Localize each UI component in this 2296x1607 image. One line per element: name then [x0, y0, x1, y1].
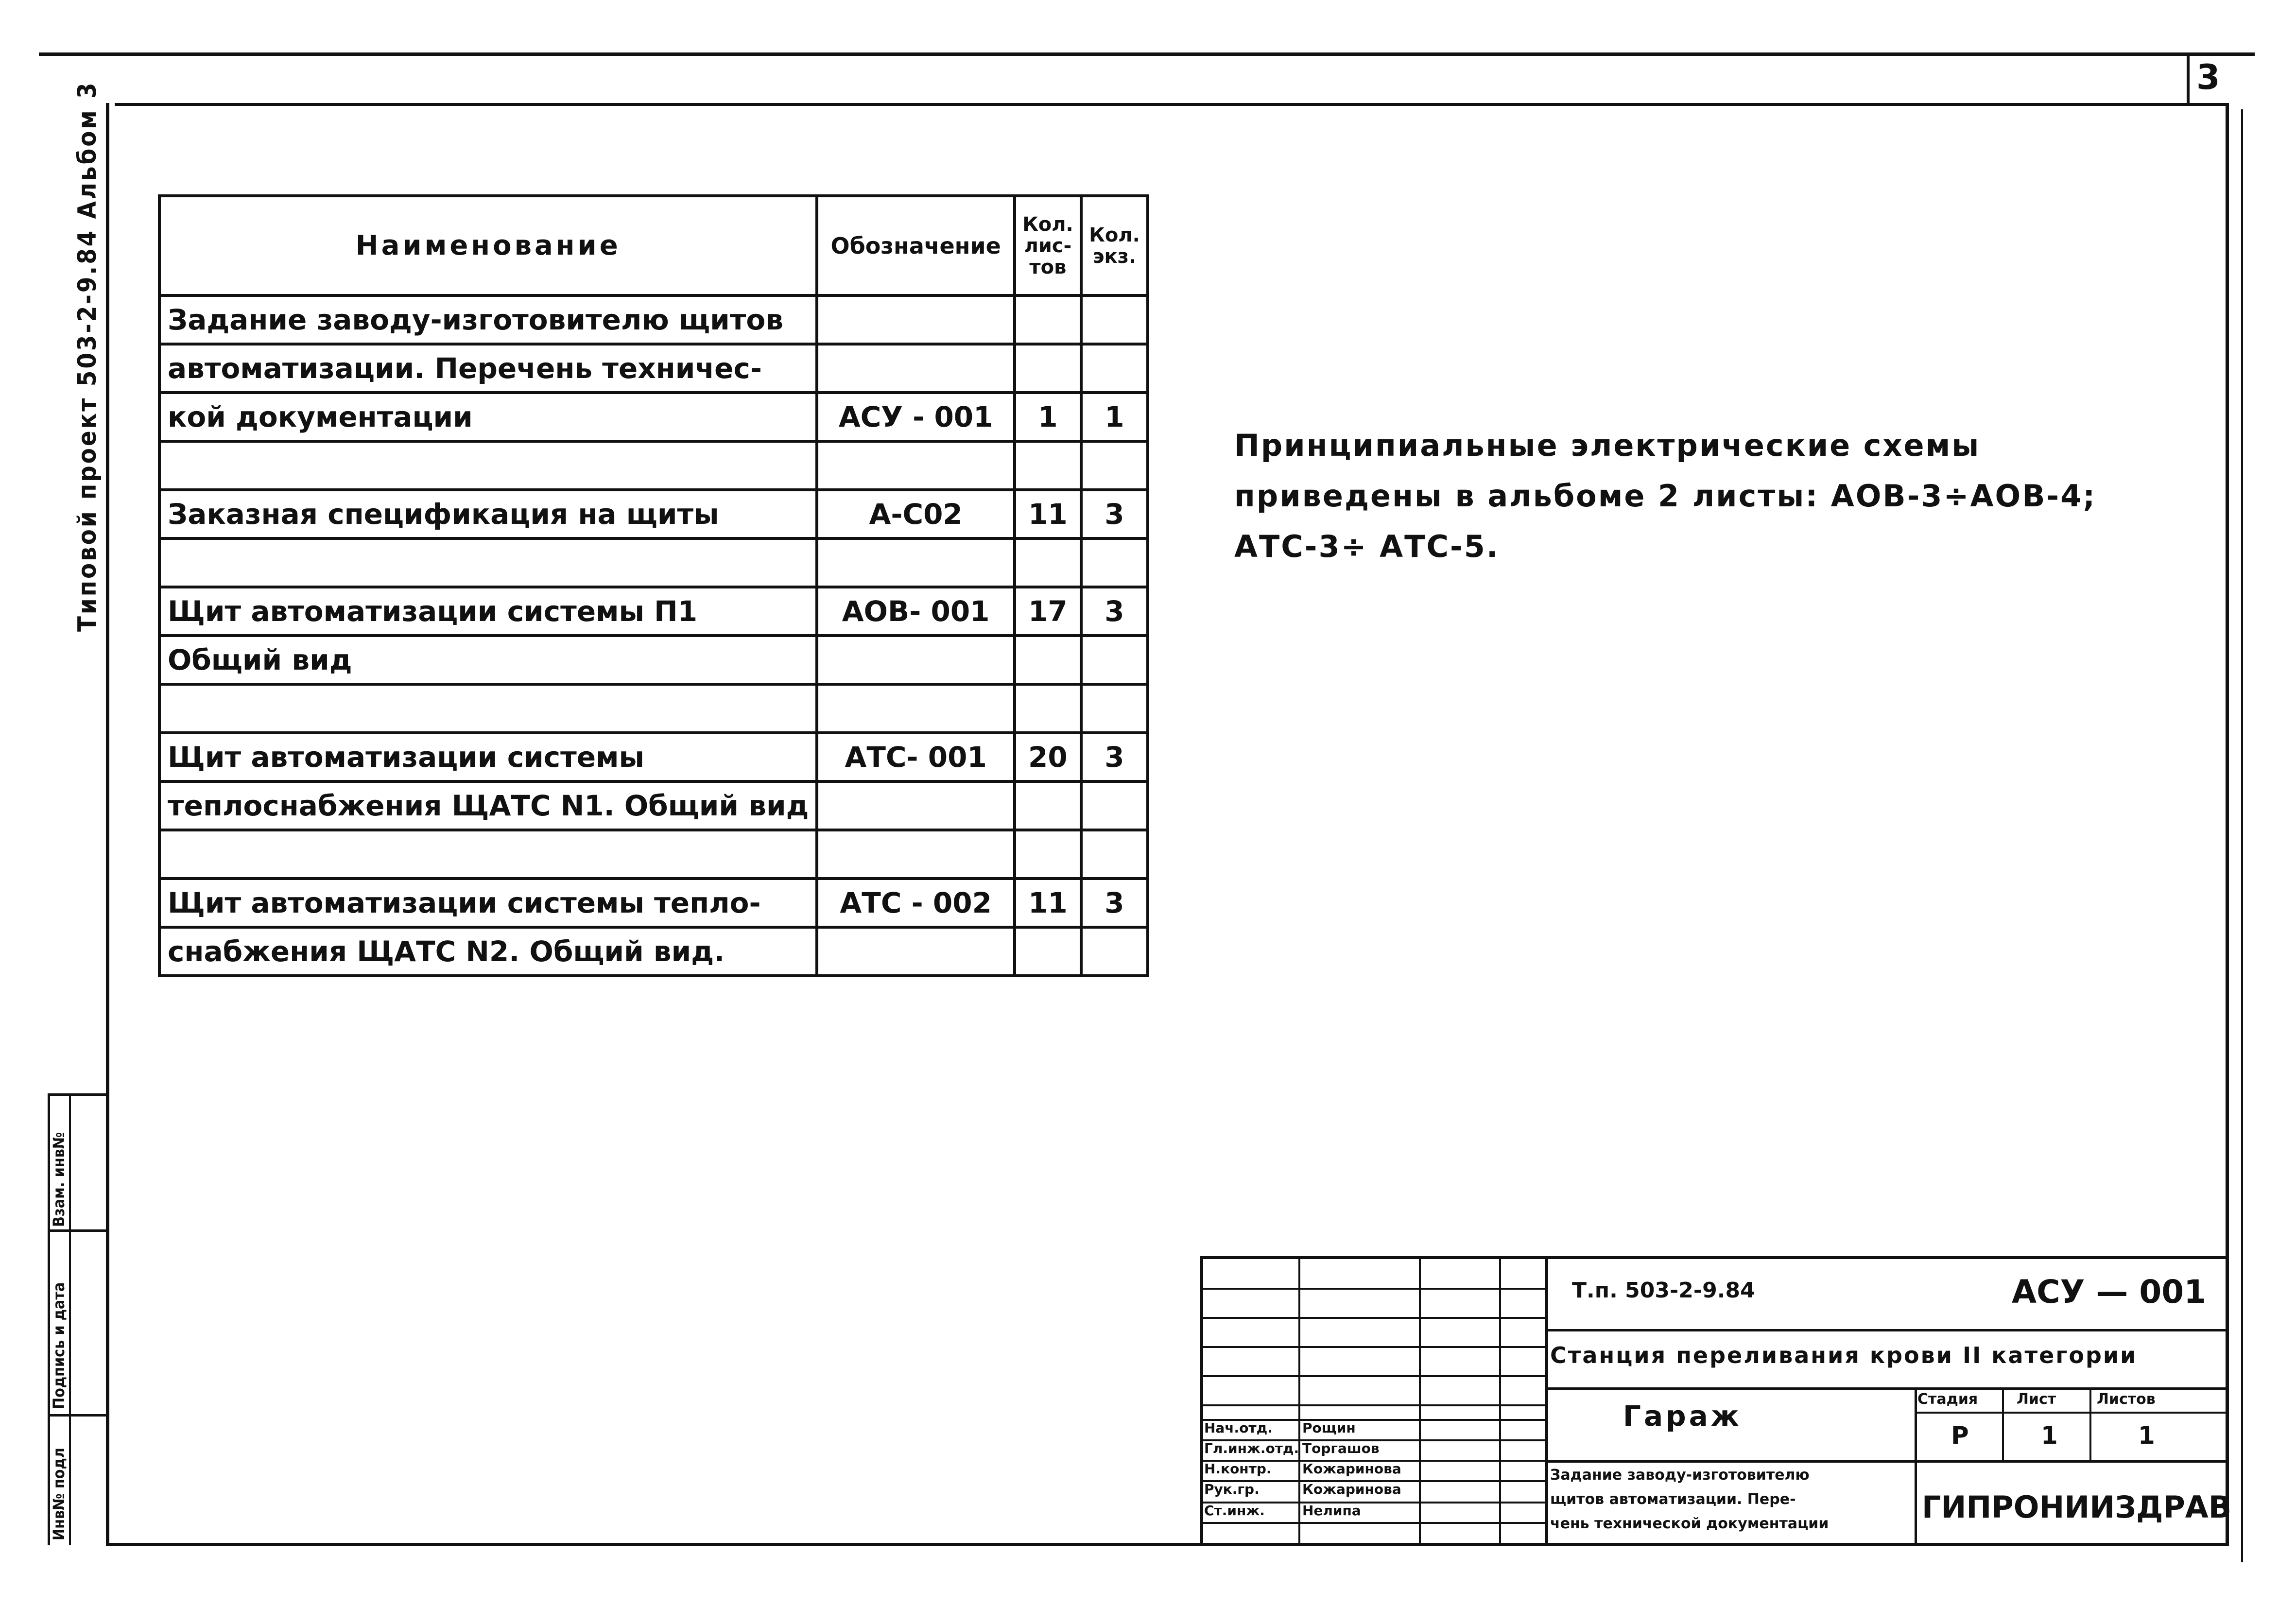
row-name-cell: Заказная спецификация на щиты: [159, 490, 817, 538]
frame-top: [115, 103, 2228, 106]
side-stamp-label-sign: Подпись и дата: [50, 1282, 68, 1409]
row-copies-cell: 3: [1081, 490, 1148, 538]
header-copies: Кол. экз.: [1081, 196, 1148, 295]
frame-right-outer: [2241, 109, 2243, 1562]
stamp-sheets-value: 1: [2138, 1421, 2155, 1450]
stamp-doc-title-3: чень технической документации: [1550, 1515, 1829, 1532]
row-designation-cell: АТС - 002: [817, 879, 1014, 927]
document-list-table: [158, 194, 1149, 977]
row-name-cell: [159, 830, 817, 879]
row-name-cell: кой документации: [159, 393, 817, 441]
table-row: [159, 587, 1148, 636]
row-designation-cell: АТС- 001: [817, 733, 1014, 781]
table-row: [159, 636, 1148, 684]
row-name-cell: Щит автоматизации системы П1: [159, 587, 817, 636]
row-sheets-cell: [1015, 927, 1081, 976]
stamp-role: Нач.отд.: [1204, 1420, 1273, 1436]
row-designation-cell: [817, 538, 1014, 587]
stamp-doc-title-1: Задание заводу-изготовителю: [1550, 1467, 1810, 1484]
side-stamp-label-inv: Инв№ подл: [50, 1448, 68, 1540]
row-designation-cell: АОВ- 001: [817, 587, 1014, 636]
row-designation-cell: [817, 830, 1014, 879]
row-name-cell: Общий вид: [159, 636, 817, 684]
side-stamp-top: [48, 1093, 108, 1096]
stamp-role: Н.контр.: [1204, 1461, 1272, 1477]
row-sheets-cell: [1015, 344, 1081, 393]
stamp-person-name: Торгашов: [1302, 1440, 1380, 1456]
row-copies-cell: 1: [1081, 393, 1148, 441]
row-copies-cell: [1081, 830, 1148, 879]
side-stamp-div2: [48, 1414, 108, 1417]
row-sheets-cell: [1015, 636, 1081, 684]
row-name-cell: Задание заводу-изготовителю щитов: [159, 295, 817, 344]
table-row: [159, 879, 1148, 927]
row-designation-cell: [817, 684, 1014, 733]
note-line-3: АТС-3÷ АТС-5.: [1234, 529, 1500, 564]
stamp-person-name: Кожаринова: [1302, 1481, 1401, 1497]
table-row: [159, 490, 1148, 538]
table-row: [159, 733, 1148, 781]
frame-right: [2226, 103, 2229, 1546]
row-sheets-cell: [1015, 295, 1081, 344]
page-number: 3: [2196, 57, 2220, 97]
row-copies-cell: [1081, 441, 1148, 490]
header-designation: Обозначение: [817, 196, 1014, 295]
row-name-cell: [159, 684, 817, 733]
row-copies-cell: [1081, 927, 1148, 976]
row-name-cell: снабжения ЩАТС N2. Общий вид.: [159, 927, 817, 976]
row-designation-cell: АСУ - 001: [817, 393, 1014, 441]
table-row: [159, 927, 1148, 976]
row-copies-cell: [1081, 538, 1148, 587]
row-copies-cell: [1081, 636, 1148, 684]
header-name: Наименование: [159, 196, 817, 295]
table-row: [159, 344, 1148, 393]
row-copies-cell: [1081, 781, 1148, 830]
table-row: [159, 538, 1148, 587]
row-sheets-cell: [1015, 441, 1081, 490]
row-name-cell: [159, 441, 817, 490]
row-copies-cell: 3: [1081, 733, 1148, 781]
table-row: [159, 684, 1148, 733]
stamp-role: Рук.гр.: [1204, 1481, 1260, 1497]
frame-left: [106, 103, 109, 1546]
row-designation-cell: [817, 441, 1014, 490]
side-title: Типовой проект 503-2-9.84 Альбом 3: [73, 81, 102, 632]
row-copies-cell: [1081, 684, 1148, 733]
row-designation-cell: А-С02: [817, 490, 1014, 538]
page-number-box-left: [2187, 54, 2190, 103]
side-stamp-label-replace: Взам. инв№: [50, 1132, 68, 1227]
table-row: [159, 295, 1148, 344]
table-row: [159, 781, 1148, 830]
side-stamp-mid: [69, 1093, 71, 1545]
stamp-person-name: Рощин: [1302, 1420, 1356, 1436]
stamp-stage-label: Стадия: [1917, 1391, 1978, 1408]
stamp-sheets-label: Листов: [2097, 1391, 2156, 1408]
row-sheets-cell: [1015, 538, 1081, 587]
stamp-role: Гл.инж.отд.: [1204, 1440, 1299, 1456]
row-designation-cell: [817, 927, 1014, 976]
table-row: [159, 441, 1148, 490]
note-line-1: Принципиальные электрические схемы: [1234, 428, 1981, 463]
stamp-role: Ст.инж.: [1204, 1503, 1265, 1519]
row-designation-cell: [817, 781, 1014, 830]
row-sheets-cell: 11: [1015, 490, 1081, 538]
stamp-document-code: АСУ — 001: [2012, 1273, 2207, 1311]
row-designation-cell: [817, 636, 1014, 684]
stamp-project-code: Т.п. 503-2-9.84: [1572, 1278, 1755, 1303]
note-line-2: приведены в альбоме 2 листы: АОВ-3÷АОВ-4;: [1234, 478, 2097, 514]
stamp-person-name: Нелипа: [1302, 1503, 1361, 1519]
row-designation-cell: [817, 344, 1014, 393]
row-copies-cell: [1081, 344, 1148, 393]
row-copies-cell: 3: [1081, 879, 1148, 927]
row-name-cell: Щит автоматизации системы: [159, 733, 817, 781]
stamp-sheet-label: Лист: [2017, 1391, 2056, 1408]
header-sheets: Кол. лис- тов: [1015, 196, 1081, 295]
stamp-building: Гараж: [1623, 1400, 1742, 1433]
row-designation-cell: [817, 295, 1014, 344]
stamp-object-title: Станция переливания крови II категории: [1550, 1342, 2138, 1368]
stamp-organization: ГИПРОНИИЗДРАВ: [1922, 1489, 2232, 1525]
row-sheets-cell: 17: [1015, 587, 1081, 636]
row-sheets-cell: [1015, 781, 1081, 830]
row-copies-cell: [1081, 295, 1148, 344]
table-header-row: [159, 196, 1148, 295]
table-row: [159, 393, 1148, 441]
row-name-cell: [159, 538, 817, 587]
stamp-stage-value: Р: [1951, 1421, 1969, 1450]
row-name-cell: Щит автоматизации системы тепло-: [159, 879, 817, 927]
row-sheets-cell: 11: [1015, 879, 1081, 927]
row-sheets-cell: [1015, 684, 1081, 733]
stamp-sheet-value: 1: [2041, 1421, 2058, 1450]
frame-bottom: [106, 1543, 2229, 1546]
row-sheets-cell: [1015, 830, 1081, 879]
table-row: [159, 830, 1148, 879]
row-sheets-cell: 20: [1015, 733, 1081, 781]
stamp-doc-title-2: щитов автоматизации. Пере-: [1550, 1491, 1796, 1508]
row-name-cell: автоматизации. Перечень техничес-: [159, 344, 817, 393]
row-copies-cell: 3: [1081, 587, 1148, 636]
stamp-person-name: Кожаринова: [1302, 1461, 1401, 1477]
top-border-line: [39, 52, 2255, 56]
row-name-cell: теплоснабжения ЩАТС N1. Общий вид: [159, 781, 817, 830]
side-stamp-div1: [48, 1229, 108, 1232]
row-sheets-cell: 1: [1015, 393, 1081, 441]
